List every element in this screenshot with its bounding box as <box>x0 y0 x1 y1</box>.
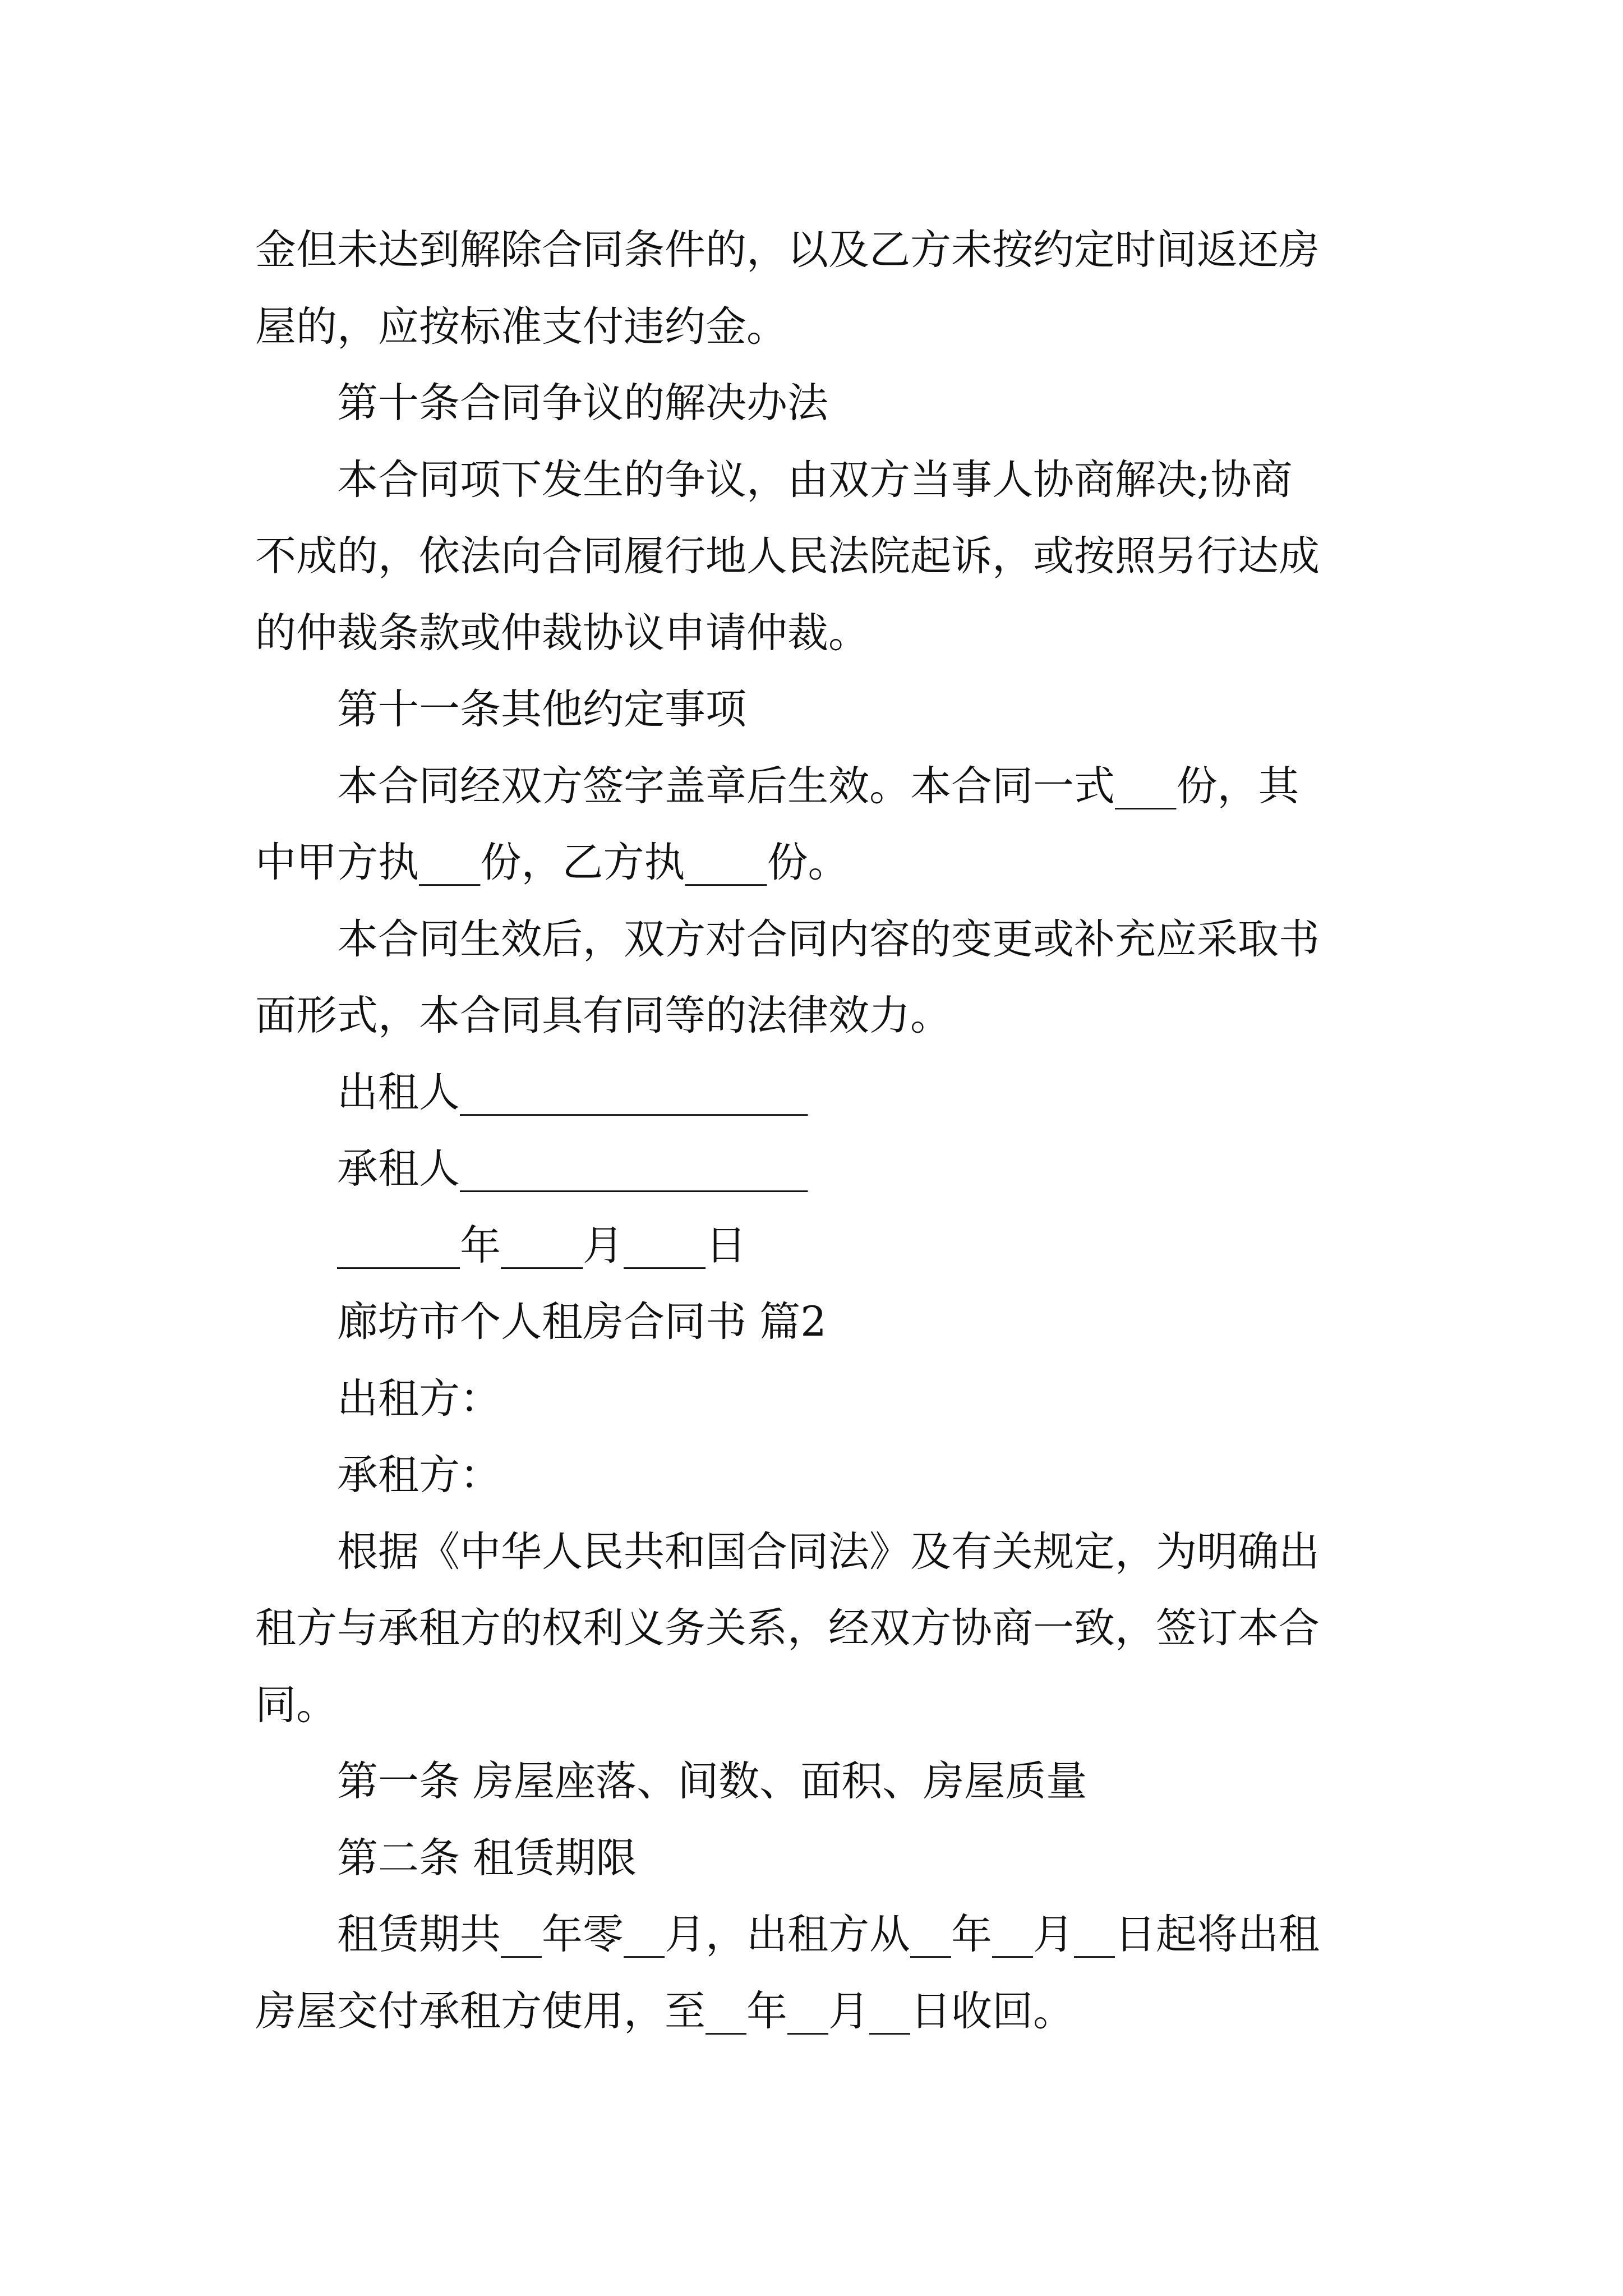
paragraph-line: 根据《中华人民共和国合同法》及有关规定，为明确出 <box>337 1527 1320 1576</box>
lessee-field: 承租方： <box>337 1451 501 1499</box>
paragraph-line: 同。 <box>255 1681 337 1729</box>
paragraph-line: 屋的，应按标准支付违约金。 <box>255 302 787 351</box>
paragraph-line: 的仲裁条款或仲裁协议申请仲裁。 <box>255 609 869 657</box>
paragraph-line: 本合同项下发生的争议，由双方当事人协商解决;协商 <box>337 455 1293 504</box>
section-title: 廊坊市个人租房合同书 篇2 <box>337 1298 827 1346</box>
date-line: ______年____月____日 <box>337 1221 746 1269</box>
paragraph-line: 中甲方执___份，乙方执____份。 <box>255 839 849 886</box>
lessor-field: 出租方： <box>337 1374 501 1423</box>
paragraph-line: 金但未达到解除合同条件的，以及乙方未按约定时间返还房 <box>255 226 1320 274</box>
paragraph-line: 房屋交付承租方使用，至__年__月__日收回。 <box>255 1987 1074 2035</box>
paragraph-line: 本合同经双方签字盖章后生效。本合同一式___份，其 <box>337 762 1299 810</box>
article-heading: 第十一条其他约定事项 <box>337 685 746 733</box>
paragraph-line: 不成的，依法向合同履行地人民法院起诉，或按照另行达成 <box>255 532 1320 580</box>
document-body <box>255 212 1396 2050</box>
paragraph-line: 本合同生效后，双方对合同内容的变更或补充应采取书 <box>337 915 1320 963</box>
lessor-signature-line: 出租人_________________ <box>337 1068 808 1116</box>
article-heading: 第一条 房屋座落、间数、面积、房屋质量 <box>337 1757 1087 1805</box>
paragraph-line: 租赁期共__年零__月，出租方从__年__月__日起将出租 <box>337 1911 1320 1958</box>
article-heading: 第十条合同争议的解决办法 <box>337 379 828 427</box>
article-heading: 第二条 租赁期限 <box>337 1834 637 1882</box>
lessee-signature-line: 承租人_________________ <box>337 1145 808 1193</box>
paragraph-line: 面形式，本合同具有同等的法律效力。 <box>255 992 951 1039</box>
paragraph-line: 租方与承租方的权利义务关系，经双方协商一致，签订本合 <box>255 1604 1320 1652</box>
